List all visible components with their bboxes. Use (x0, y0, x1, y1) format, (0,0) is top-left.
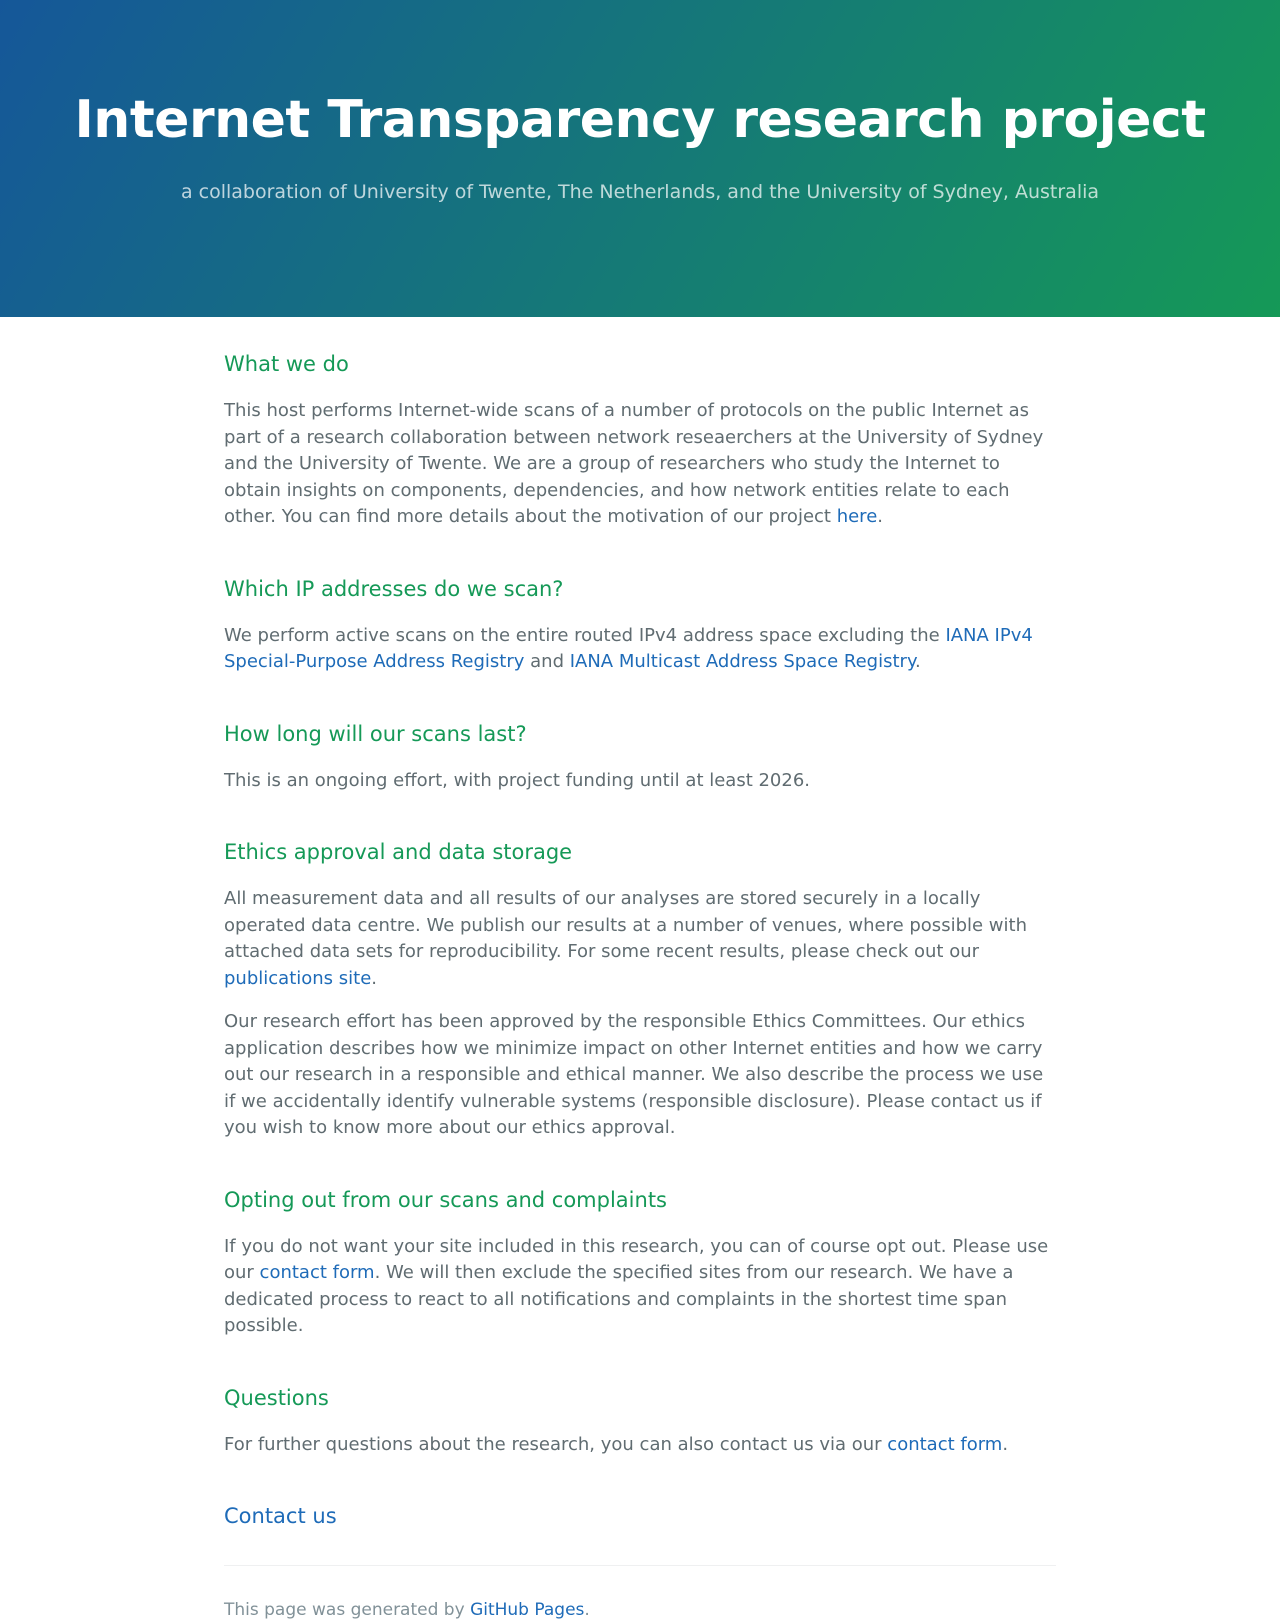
page-header (0, 0, 1280, 317)
section-heading: Ethics approval and data storage (224, 840, 573, 864)
section-paragraph: This is an ongoing effort, with project funding until at least 2026. (224, 769, 811, 791)
section-paragraph: If you do not want your site included in this research, you can of course opt out. Please use our contact form. We will then exclude the specified sites from our research. We have a dedicated process to react to all notifications and complaints in the shortest time span possible. (224, 1235, 1049, 1336)
opt-out-contact-form-link[interactable]: contact form (259, 1262, 375, 1283)
section-opt-out (224, 1186, 1056, 1340)
section-heading: What we do (224, 352, 349, 376)
github-pages-link[interactable]: GitHub Pages (470, 1599, 585, 1620)
main-content (224, 317, 1056, 1623)
section-paragraph: We perform active scans on the entire routed IPv4 address space excluding the IANA IPv4 Special-Purpose Address Registry and IANA Multicast Address Space Registry. (224, 624, 1033, 672)
section-paragraph: All measurement data and all results of our analyses are stored securely in a locally operated data centre. We publish our results at a number of venues, where possible with attached data sets for reproducibility. For some recent results, please check out our publications site. (224, 888, 1027, 989)
project-title: Internet Transparency research project (74, 90, 1206, 150)
section-questions (224, 1384, 1056, 1459)
publications-link[interactable]: publications site (224, 967, 372, 989)
site-footer: This page was generated by GitHub Pages. (224, 1565, 1056, 1623)
section-heading: Opting out from our scans and complaints (224, 1187, 667, 1212)
section-heading: How long will our scans last? (224, 721, 527, 746)
questions-contact-form-link[interactable]: contact form (887, 1433, 1003, 1455)
section-paragraph: Our research effort has been approved by the responsible Ethics Committees. Our ethics application describes how we minimize impact on other Internet entities and how we carry out our research in a responsible and ethical manner. We also describe the process we use if we accidentally identify vulnerable systems (responsible disclosure). Please contact us if you wish to know more about our ethics approval. (224, 1011, 1044, 1138)
contact-us-link[interactable]: Contact us (224, 1504, 337, 1528)
section-paragraph: For further questions about the research, you can also contact us via our contact form. (224, 1433, 1009, 1455)
section-heading: Questions (224, 1385, 329, 1410)
section-ethics (224, 838, 1056, 1142)
section-heading: Which IP addresses do we scan? (224, 576, 564, 601)
section-paragraph: This host performs Internet-wide scans of a number of protocols on the public Internet as part of a research collaboration between network reseaerchers at the University of Sydney and the University of Twente. We are a group of researchers who study the Internet to obtain insights on components, dependencies, and how network entities relate to each other. You can find more details about the motivation of our project here. (224, 400, 1044, 527)
section-how-long (224, 720, 1056, 795)
iana-multicast-link[interactable]: IANA Multicast Address Space Registry (569, 651, 916, 672)
project-tagline: a collaboration of University of Twente, The Netherlands, and the University of Sydney, Australia (180, 181, 1100, 203)
section-what-we-do (224, 350, 1056, 531)
iana-special-purpose-link[interactable]: IANA IPv4 Special-Purpose Address Registry (224, 624, 1033, 672)
motivation-link[interactable]: here (836, 506, 878, 527)
section-which-ip (224, 575, 1056, 676)
